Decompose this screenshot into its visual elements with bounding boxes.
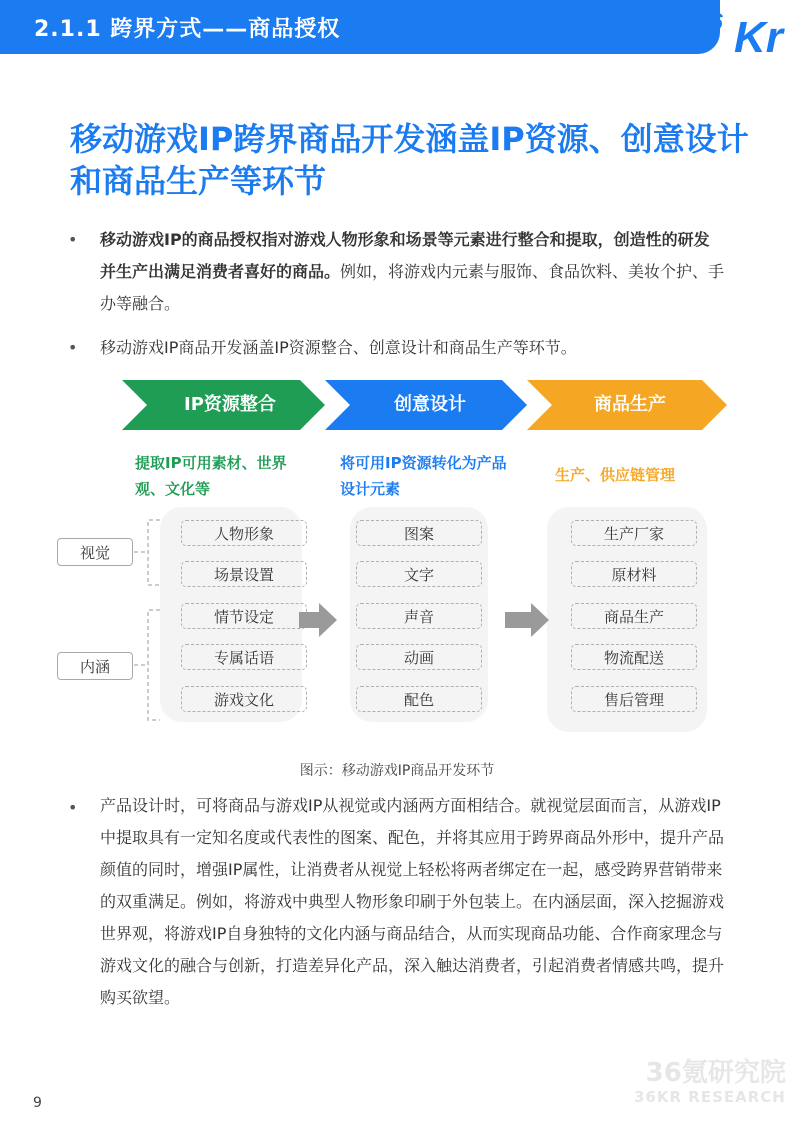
list-item: 原材料 [571,561,697,587]
list-item: 动画 [356,644,482,670]
svg-text:Kr: Kr [734,13,783,54]
list-item: 图案 [356,520,482,546]
stage-3-desc: 生产、供应链管理 [555,466,676,484]
list-item: 配色 [356,686,482,712]
list-item: 商品生产 [571,603,697,629]
side-label-visual: 视觉 [57,538,133,566]
section-title: 2.1.1 跨界方式——商品授权 [34,17,341,42]
list-item: 文字 [356,561,482,587]
bullet-paragraph-1 [100,224,725,320]
side-label-connotation: 内涵 [57,652,133,680]
stage-1-label: IP资源整合 [184,394,276,415]
stage-2-desc: 将可用IP资源转化为产品设计元素 [340,454,507,498]
watermark [634,1058,786,1106]
side-brackets [130,515,162,725]
stage-2-label: 创意设计 [394,394,466,415]
stage-1-desc: 提取IP可用素材、世界观、文化等 [135,454,287,498]
list-item: 生产厂家 [571,520,697,546]
figure-caption: 图示：移动游戏IP商品开发环节 [299,763,495,779]
svg-text:36: 36 [696,9,723,36]
bullet-symbol: • [68,338,78,357]
bullet-paragraph-2: 移动游戏IP商品开发涵盖IP资源整合、创意设计和商品生产等环节。 [100,338,577,357]
arrow-right-icon [299,603,339,637]
bullet-symbol: • [68,798,78,817]
page-number: 9 [33,1095,42,1111]
36kr-logo [690,2,794,54]
bullet-paragraph-3: 产品设计时，可将商品与游戏IP从视觉或内涵两方面相结合。就视觉层面而言，从游戏IP中提取具有一定知名度或代表性的图案、配色，并将其应用于跨界商品外形中，提升产品颜值的同时，增强IP属性，让消费者从视觉上轻松将两者绑定在一起，感受跨界营销带来的双重满足。例如，将游戏中典型人物形象印刷于外包装上。在内涵层面，深入挖掘游戏世界观，将游戏IP自身独特的文化内涵与商品结合，从而实现商品功能、合作商家理念与游戏文化的融合与创新，打造差异化产品，深入触达消费者，引起消费者情感共鸣，提升购买欲望。 [100,796,725,1007]
list-item: 游戏文化 [181,686,307,712]
list-item: 人物形象 [181,520,307,546]
list-item: 售后管理 [571,686,697,712]
bullet-1-text: 例如，将游戏内元素与服饰、食品饮料、美妆个护、手办等融合。 [100,262,725,313]
list-item: 场景设置 [181,561,307,587]
list-item: 情节设定 [181,603,307,629]
list-item: 物流配送 [571,644,697,670]
watermark-cn: 36氪研究院 [645,1058,786,1088]
arrow-right-icon [505,603,551,637]
bullet-1-bold: 移动游戏IP的商品授权指对游戏人物形象和场景等元素进行整合和提取，创造性的研发并生产出满足消费者喜好的商品。 [100,230,710,281]
bullet-symbol: • [68,230,78,249]
stage-3-label: 商品生产 [594,394,666,415]
list-item: 声音 [356,603,482,629]
list-item: 专属话语 [181,644,307,670]
watermark-en: 36KR RESEARCH [634,1088,786,1106]
page-title: 移动游戏IP跨界商品开发涵盖IP资源、创意设计和商品生产等环节 [70,120,749,200]
